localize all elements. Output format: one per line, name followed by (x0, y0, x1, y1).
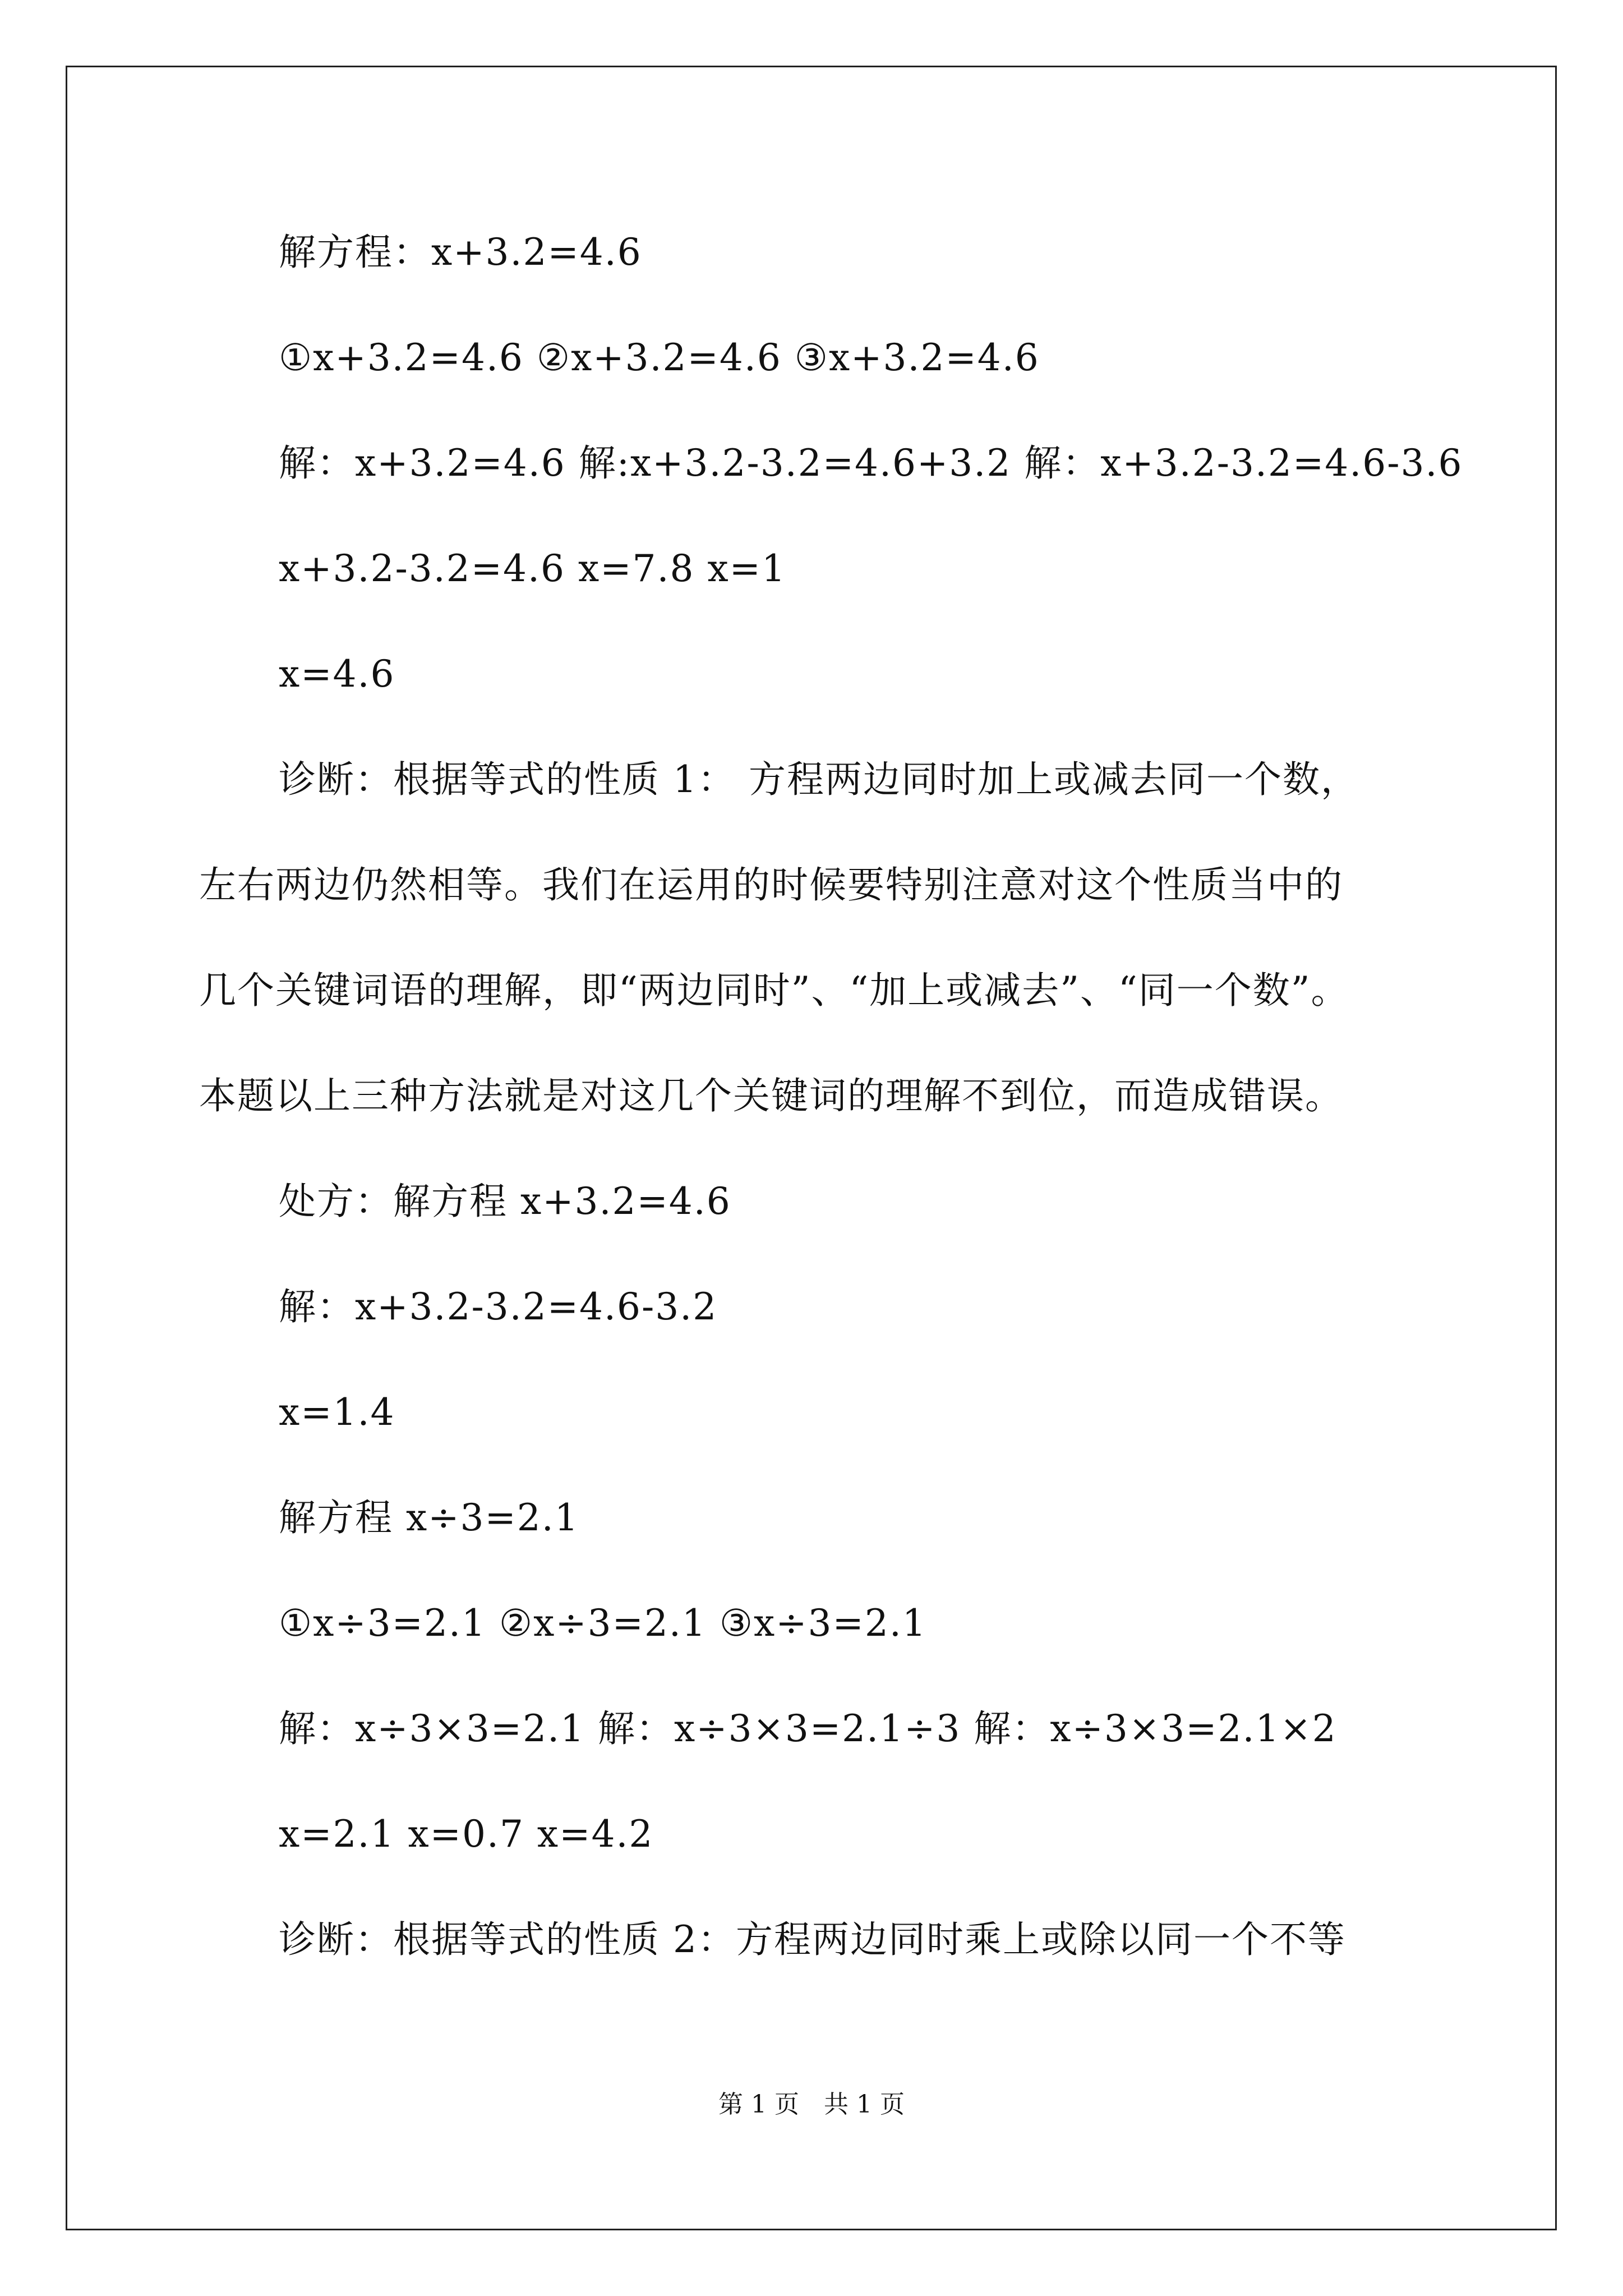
text-line: 解方程：x+3.2=4.6 (279, 231, 642, 274)
text-line: 本题以上三种方法就是对这几个关键词的理解不到位，而造成错误。 (199, 1074, 1343, 1117)
text-line: x=4.6 (279, 652, 395, 696)
text-line: 诊断：根据等式的性质 1： 方程两边同时加上或减去同一个数， (279, 758, 1359, 801)
text-line: x+3.2-3.2=4.6 x=7.8 x=1 (279, 547, 786, 590)
text-line: 解方程 x÷3=2.1 (279, 1496, 579, 1539)
text-line: 诊断：根据等式的性质 2：方程两边同时乘上或除以同一个不等 (279, 1918, 1346, 1961)
text-line: 解：x+3.2=4.6 解:x+3.2-3.2=4.6+3.2 解：x+3.2-3.2=4.6-3.6 (279, 441, 1463, 485)
page-footer: 第 1 页 共 1 页 (718, 2090, 905, 2119)
page-border (66, 66, 1557, 2230)
text-line: 左右两边仍然相等。我们在运用的时候要特别注意对这个性质当中的 (199, 863, 1343, 907)
text-line: 解：x+3.2-3.2=4.6-3.2 (279, 1285, 718, 1328)
text-line: 几个关键词语的理解，即“两边同时”、“加上或减去”、“同一个数”。 (199, 969, 1349, 1012)
text-line: x=1.4 (279, 1391, 395, 1434)
text-line: 解：x÷3×3=2.1 解：x÷3×3=2.1÷3 解：x÷3×3=2.1×2 (279, 1707, 1337, 1750)
text-line: 处方：解方程 x+3.2=4.6 (279, 1180, 731, 1223)
text-line: ①x+3.2=4.6 ②x+3.2=4.6 ③x+3.2=4.6 (279, 336, 1040, 379)
text-line: x=2.1 x=0.7 x=4.2 (279, 1812, 654, 1856)
text-line: ①x÷3=2.1 ②x÷3=2.1 ③x÷3=2.1 (279, 1602, 927, 1645)
